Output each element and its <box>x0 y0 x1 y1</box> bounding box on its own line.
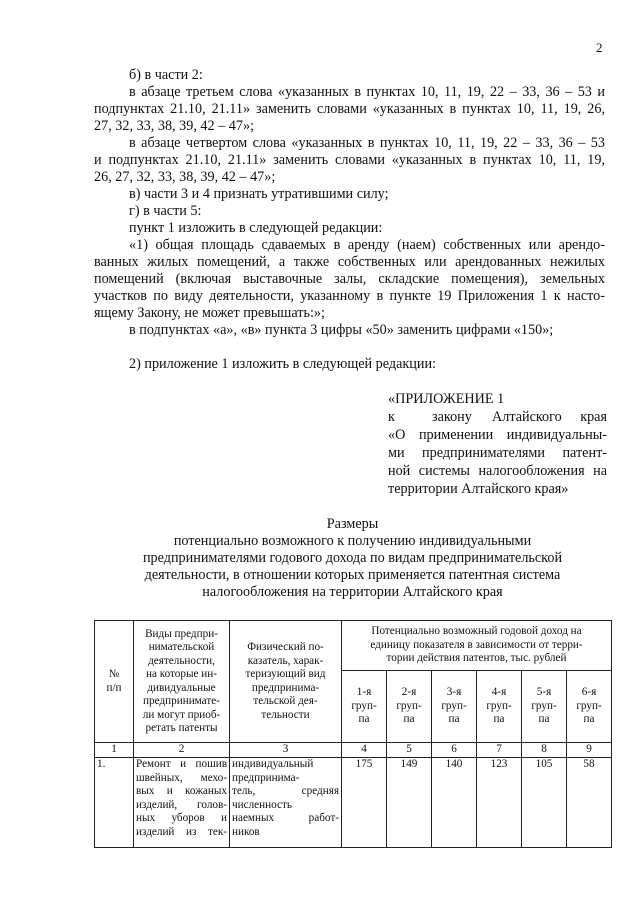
paragraph-abzac4-line2: и подпунктах 21.10, 21.11» заменить словами «указанных в пунктах 10, 11, 19, <box>94 152 605 168</box>
appendix-title: «ПРИЛОЖЕНИЕ 1 <box>388 391 505 407</box>
paragraph-quote-line5: ящему Закону, не может превышать:»; <box>94 305 325 321</box>
value-group-2: 149 <box>387 758 432 848</box>
paragraph-abzac3-line1: в абзаце третьем слова «указанных в пунктах 10, 11, 19, 22 – 33, 36 – 53 и <box>129 84 605 100</box>
column-number: 1 <box>95 743 134 758</box>
header-group-2: 2-я груп- па <box>387 671 432 743</box>
paragraph-quote-line4: участков по виду деятельности, указанному в пункте 19 Приложения 1 к насто- <box>94 288 605 304</box>
appendix-word-zakonu: закону <box>432 409 472 425</box>
paragraph-quote-line3: помещений (включая выставочные залы, складские помещения), земельных <box>94 271 605 287</box>
paragraph-quote-line2: ванных жилых помещений, а также собственных или арендованных нежилых <box>94 254 605 270</box>
column-number: 8 <box>522 743 567 758</box>
header-group-3: 3-я груп- па <box>432 671 477 743</box>
column-number: 7 <box>477 743 522 758</box>
header-group-6: 6-я груп- па <box>567 671 612 743</box>
title-line2: потенциально возможного к получению индивидуальными <box>173 533 532 549</box>
page-number: 2 <box>596 40 603 55</box>
table-row <box>95 758 612 848</box>
title-line3: предпринимателями годового дохода по видам предпринимательской <box>142 550 563 566</box>
row-activity-kind: Ремонт и пошив швейных, мехо- вых и кожаных изделий, голов- ных уборов и изделий из тек- <box>134 758 230 848</box>
paragraph-parts-3-4: в) части 3 и 4 признать утратившими силу; <box>129 186 389 202</box>
appendix-law-name-line1: «О применении индивидуальны- <box>388 427 607 443</box>
appendix-word-k: к <box>388 409 395 425</box>
header-potential-income: Потенциально возможный годовой доход на единицу показателя в зависимости от терри- тории действия патентов, тыс. рублей <box>342 621 612 671</box>
paragraph-subpunkty: в подпунктах «а», «в» пункта 3 цифры «50» заменить цифрами «150»; <box>129 322 554 338</box>
header-number: № п/п <box>95 621 134 743</box>
appendix-word-altai: Алтайского <box>492 409 562 425</box>
appendix-law-name-line2: ми предпринимателями патент- <box>388 445 607 461</box>
header-physical-indicator: Физический по- казатель, харак- теризующий вид предпринима- тельской дея- тельности <box>230 621 342 743</box>
value-group-5: 105 <box>522 758 567 848</box>
value-group-4: 123 <box>477 758 522 848</box>
row-number: 1. <box>95 758 134 848</box>
appendix-law-name-line3: ной системы налогообложения на <box>388 463 607 479</box>
paragraph-abzac4-line3: 26, 27, 32, 33, 38, 39, 42 – 47»; <box>94 169 276 185</box>
appendix-word-kraya: края <box>580 409 607 425</box>
column-number: 5 <box>387 743 432 758</box>
paragraph-quote-line1: «1) общая площадь сдаваемых в аренду (наем) собственных или арендо- <box>129 237 605 253</box>
column-numbers-row <box>95 743 612 758</box>
title-line5: налогообложения на территории Алтайского края <box>202 584 503 600</box>
column-number: 9 <box>567 743 612 758</box>
appendix-law-line <box>388 409 607 426</box>
column-number: 3 <box>230 743 342 758</box>
paragraph-abzac3-line2: подпунктах 21.10, 21.11» заменить словами «указанных в пунктах 10, 11, 19, 26, <box>94 101 605 117</box>
value-group-1: 175 <box>342 758 387 848</box>
header-group-5: 5-я груп- па <box>522 671 567 743</box>
paragraph-punkt1: пункт 1 изложить в следующей редакции: <box>129 220 383 236</box>
value-group-3: 140 <box>432 758 477 848</box>
title-line1: Размеры <box>326 516 379 532</box>
paragraph-abzac4-line1: в абзаце четвертом слова «указанных в пунктах 10, 11, 19, 22 – 33, 36 – 53 <box>129 135 605 151</box>
column-number: 6 <box>432 743 477 758</box>
paragraph-appendix1: 2) приложение 1 изложить в следующей редакции: <box>129 356 437 372</box>
income-table <box>94 620 612 848</box>
column-number: 4 <box>342 743 387 758</box>
value-group-6: 58 <box>567 758 612 848</box>
header-activity-kinds: Виды предпри- нимательской деятельности, на которые ин- дивидуальные предпринимате- ли могут приоб- ретать патенты <box>134 621 230 743</box>
header-group-4: 4-я груп- па <box>477 671 522 743</box>
header-group-1: 1-я груп- па <box>342 671 387 743</box>
paragraph-abzac3-line3: 27, 32, 33, 38, 39, 42 – 47»; <box>94 118 255 134</box>
column-number: 2 <box>134 743 230 758</box>
appendix-law-name-line4: территории Алтайского края» <box>388 481 569 497</box>
paragraph-part5: г) в части 5: <box>129 203 202 219</box>
title-line4: деятельности, в отношении которых применяется патентная система <box>144 567 561 583</box>
row-indicator: индивидуальный предпринима- тель, средняя численность наемных работ- ников <box>230 758 342 848</box>
paragraph-part2: б) в части 2: <box>129 67 203 83</box>
